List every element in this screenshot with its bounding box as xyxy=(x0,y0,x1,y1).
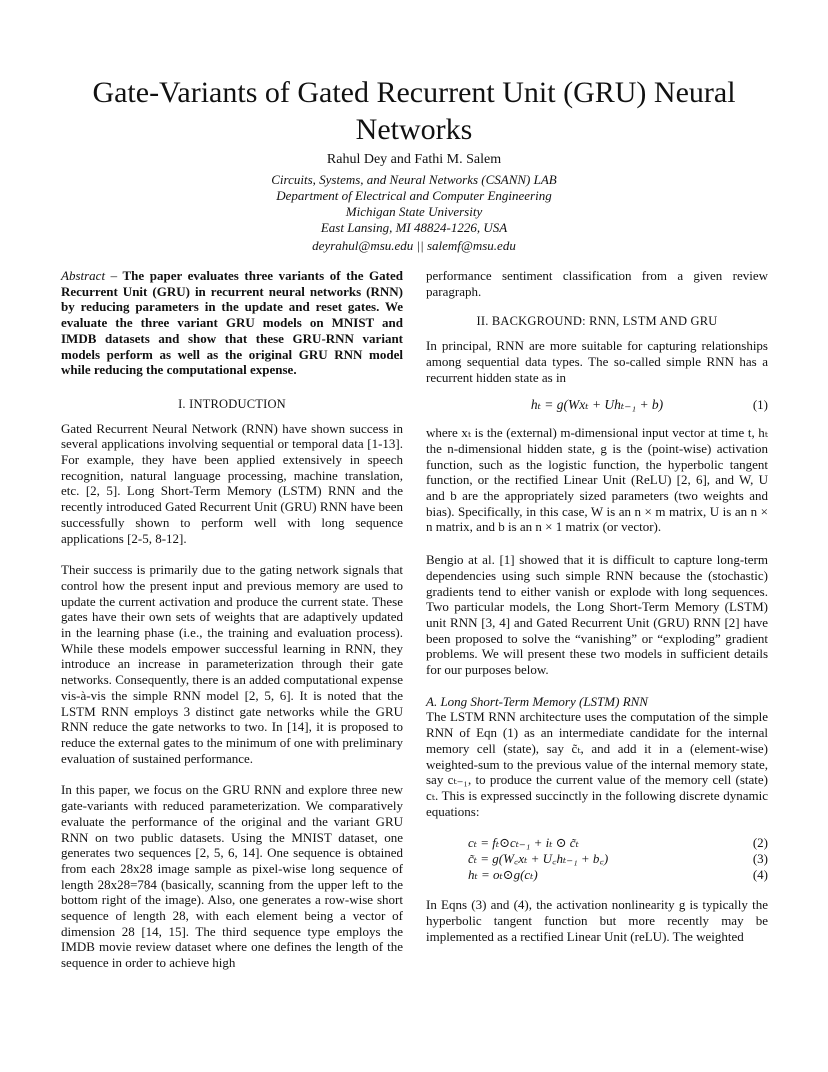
paper-title: Gate-Variants of Gated Recurrent Unit (GRU) Neural Networks xyxy=(92,76,736,146)
right-column xyxy=(426,268,768,945)
background-paragraph: In principal, RNN are more suitable for capturing relationships among sequential data types. The so-called simple RNN has a recurrent hidden state as in xyxy=(426,338,768,385)
subsection-heading-lstm: A. Long Short-Term Memory (LSTM) RNN xyxy=(426,693,648,709)
author-emails: deyrahul@msu.edu || salemf@msu.edu xyxy=(312,238,516,253)
equation-1-body: hₜ = g(Wxₜ + Uhₜ₋₁ + b) xyxy=(530,397,664,413)
equation-number: (4) xyxy=(752,867,768,883)
affiliation-line: Department of Electrical and Computer Engineering xyxy=(276,188,552,203)
equation-number: (3) xyxy=(752,851,768,867)
abstract-text: The paper evaluates three variants of the Gated Recurrent Unit (GRU) in recurrent neural networks (RNN) by reducing parameters in the update and reset gates. We evaluate the three variant GRU models on MNIST and IMDB datasets and show that these GRU-RNN variant models perform as well as the original GRU RNN model while reducing the computational expense. xyxy=(61,268,403,378)
intro-continuation: performance sentiment classification from a given review paragraph. xyxy=(426,268,768,299)
affiliation-line: East Lansing, MI 48824-1226, USA xyxy=(320,220,508,235)
bengio-paragraph: Bengio at al. [1] showed that it is difficult to capture long-term dependencies using such simple RNN because the (stochastic) gradients tend to either vanish or explode with long sequences. Two particular models, the Long Short-Term Memory (LSTM) unit RNN [3, 4] and Gated Recurrent Unit (GRU) RNN [2] have been proposed to solve the “vanishing” or “exploding” gradient problems. We will present these two models in sufficient details for our purposes below. xyxy=(426,552,768,678)
abstract-lead: Abstract – xyxy=(61,268,118,283)
affiliation-block xyxy=(0,172,828,236)
affiliation-line: Michigan State University xyxy=(345,204,483,219)
where-paragraph: where xₜ is the (external) m-dimensional input vector at time t, hₜ the n-dimensional hidden state, g is the (point-wise) activation function, such as the logistic function, the hyperbolic tangent function, or the rectified Linear Unit (ReLU) [2, 6], and W, U and b are the appropriately sized parameters (two weights and bias). Specifically, in this case, W is an n × m matrix, U is an n × n matrix, and b is an n × 1 matrix (or vector). xyxy=(426,425,768,535)
intro-paragraph-2: Their success is primarily due to the gating network signals that control how the present input and previous memory are used to update the current activation and produce the current state. These gates have their own sets of weights that are adaptively updated in the learning phase (i.e., the training and evaluation process). While these models empower successful learning in RNN, they introduce an increase in parameterization through their gate networks. Consequently, there is an added computational expense vis-à-vis the simple RNN model [2, 5, 6]. It is noted that the LSTM RNN employs 3 distinct gate networks while the GRU RNN reduce the gate networks to two. In [14], it is proposed to reduce the external gates to the minimum of one with preliminary evaluation of sustained performance. xyxy=(61,562,403,766)
intro-paragraph-3: In this paper, we focus on the GRU RNN and explore three new gate-variants with reduced parameterization. We comparatively evaluate the performance of the original and the variant GRU RNN on two public datasets. Using the MNIST dataset, one generates two sequences [2, 5, 6, 14]. One sequence is obtained from each 28x28 image sample as pixel-wise long sequence of length 28x28=784 (basically, scanning from the upper left to the bottom right of the image). Also, one generates a row-wise short sequence of length 28, with each element being a vector of dimension 28 [14, 15]. The third sequence type employs the IMDB movie review dataset where one defines the length of the sequence in order to achieve high xyxy=(61,782,403,971)
section-heading-introduction: I. INTRODUCTION xyxy=(178,396,286,411)
author-names: Rahul Dey and Fathi M. Salem xyxy=(326,152,502,167)
abstract xyxy=(61,268,403,378)
equations-2-4 xyxy=(426,835,768,883)
affiliation-line: Circuits, Systems, and Neural Networks (CSANN) LAB xyxy=(271,172,557,187)
equation-body: cₜ = fₜ⊙cₜ₋₁ + iₜ ⊙ c̃ₜ xyxy=(468,835,579,851)
equation-number: (2) xyxy=(752,835,768,851)
left-column xyxy=(61,268,403,971)
final-paragraph: In Eqns (3) and (4), the activation nonlinearity g is typically the hyperbolic tangent function but more recently may be implemented as a rectified Linear Unit (reLU). The weighted xyxy=(426,897,768,944)
equation-1-number: (1) xyxy=(752,397,768,413)
equation-row xyxy=(426,851,768,867)
equation-row xyxy=(426,867,768,883)
lstm-paragraph: The LSTM RNN architecture uses the computation of the simple RNN of Eqn (1) as an intermediate candidate for the internal memory cell (state), say c̃ₜ, and add it in a (element-wise) weighted-sum to the previous value of the internal memory state, say cₜ₋₁, to produce the current value of the memory cell (state) cₜ. This is expressed succinctly in the following discrete dynamic equations: xyxy=(426,709,768,819)
equation-row xyxy=(426,835,768,851)
equation-body: hₜ = oₜ⊙g(cₜ) xyxy=(468,867,538,883)
equation-1 xyxy=(426,397,768,415)
equation-body: c̃ₜ = g(W꜀xₜ + U꜀hₜ₋₁ + b꜀) xyxy=(468,851,609,867)
intro-paragraph-1: Gated Recurrent Neural Network (RNN) have shown success in several applications involving sequential or temporal data [1-13]. For example, they have been applied extensively in speech recognition, natural language processing, machine translation, etc. [2, 5]. Long Short-Term Memory (LSTM) RNN and the recently introduced Gated Recurrent Unit (GRU) RNN have been successfully shown to perform well with long sequence applications [2-5, 8-12]. xyxy=(61,420,403,546)
section-heading-background: II. BACKGROUND: RNN, LSTM AND GRU xyxy=(476,314,718,329)
